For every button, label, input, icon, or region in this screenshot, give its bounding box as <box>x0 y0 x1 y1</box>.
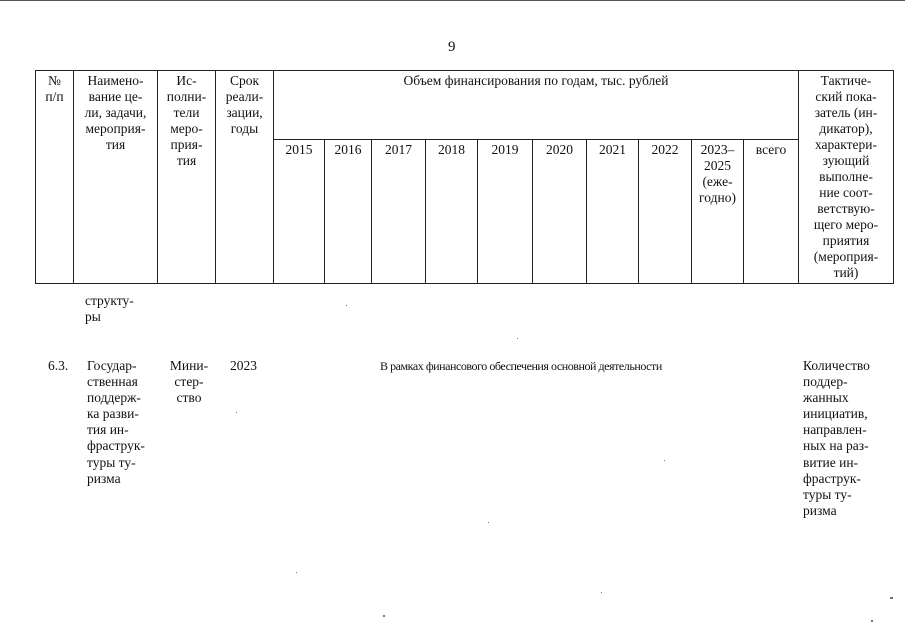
scan-speck <box>601 592 602 593</box>
scan-speck <box>664 460 665 461</box>
header-indicator: Тактиче- ский пока- затель (ин- дикатор), характери- зующий выполне- ние соот- ветствую- щего меро- приятия (мероприя- тий) <box>799 71 894 284</box>
scan-speck <box>871 620 873 622</box>
scan-speck <box>890 597 893 599</box>
header-year-range: 2023– 2025 (еже- годно) <box>692 140 744 284</box>
row-number: 6.3. <box>48 358 69 373</box>
header-financing: Объем финансирования по годам, тыс. рублей <box>274 71 799 140</box>
row-name: Государ- ственная поддерж- ка разви- тия ин- фраструк- туры ту- ризма <box>87 358 145 486</box>
continued-cell-text: структу- ры <box>85 293 134 325</box>
header-executors: Ис- полни- тели меро- прия- тия <box>158 71 216 284</box>
row-financing: В рамках финансового обеспечения основной деятельности <box>380 359 662 373</box>
scan-speck <box>517 338 518 339</box>
header-number: № п/п <box>36 71 74 284</box>
financing-table-header <box>35 70 894 284</box>
scan-speck <box>346 305 347 306</box>
page-top-edge <box>0 0 905 1</box>
row-executor: Мини- стер- ство <box>169 358 209 406</box>
header-year: 2016 <box>325 140 372 284</box>
page-number: 9 <box>448 39 456 55</box>
header-year: 2019 <box>478 140 533 284</box>
row-indicator: Количество поддер- жанных инициатив, направлен- ных на раз- витие ин- фраструк- туры ту- ризма <box>803 358 870 518</box>
header-year: 2017 <box>372 140 426 284</box>
header-year: 2021 <box>587 140 639 284</box>
header-year: 2020 <box>533 140 587 284</box>
scan-speck <box>236 412 237 413</box>
header-year: 2022 <box>639 140 692 284</box>
header-total: всего <box>744 140 799 284</box>
header-year: 2015 <box>274 140 325 284</box>
scan-speck <box>488 522 489 523</box>
scan-speck <box>296 572 297 573</box>
row-term: 2023 <box>230 358 257 373</box>
header-year: 2018 <box>426 140 478 284</box>
scan-speck <box>383 615 385 617</box>
header-term: Срок реали- зации, годы <box>216 71 274 284</box>
header-name: Наимено- вание це- ли, задачи, мероприя- тия <box>74 71 158 284</box>
